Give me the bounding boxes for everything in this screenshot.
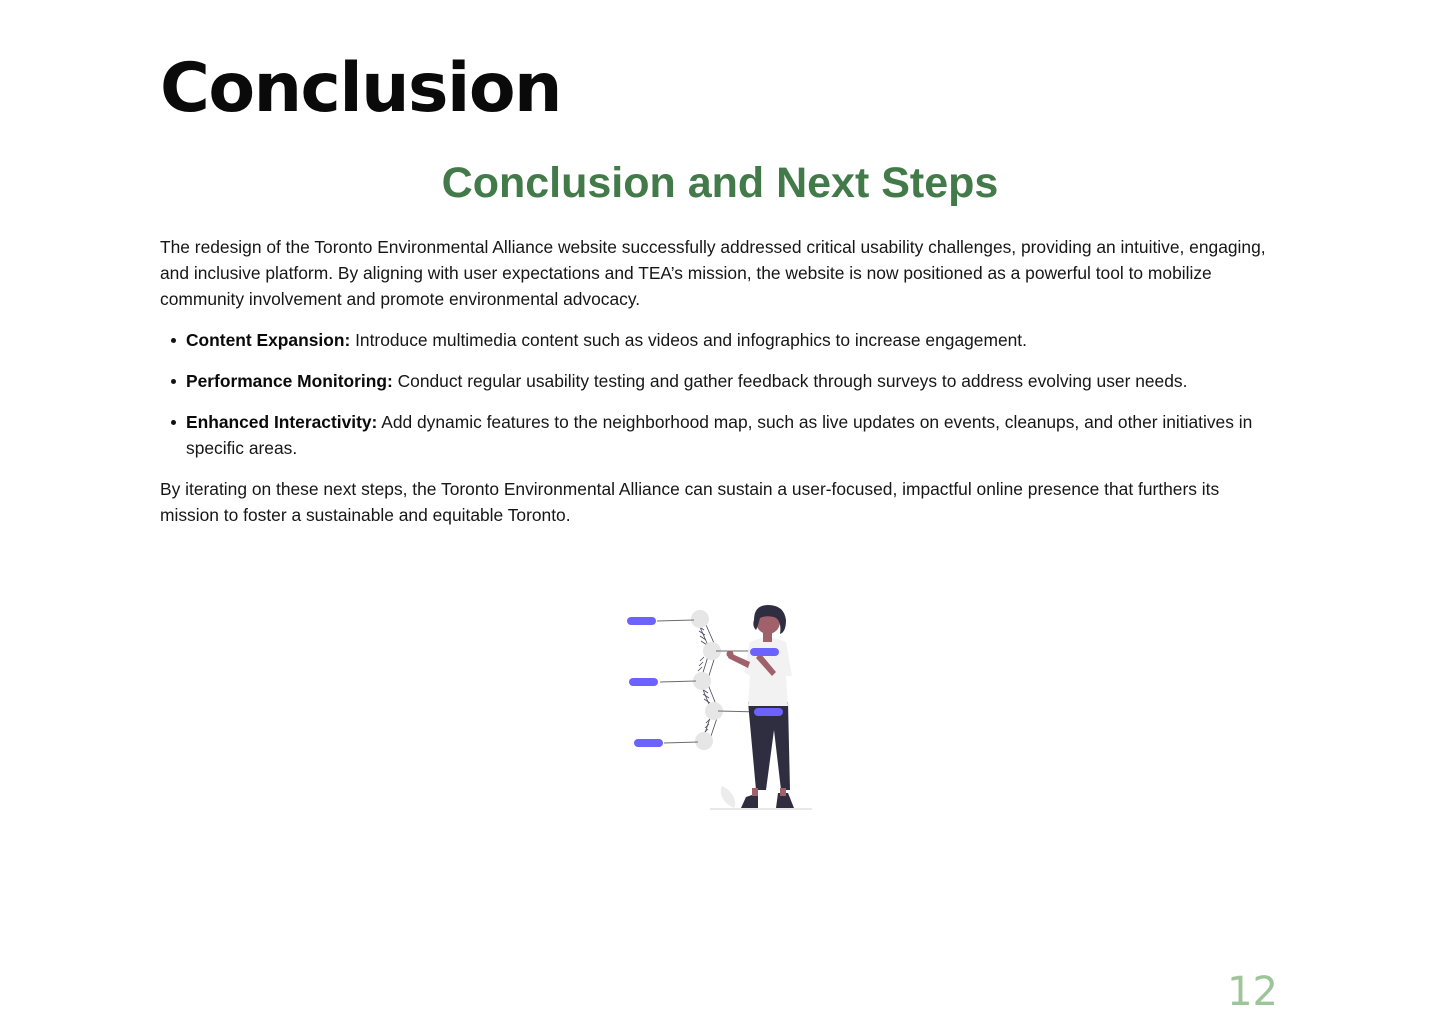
list-item-label: Performance Monitoring: bbox=[186, 371, 393, 391]
conclusion-content bbox=[160, 234, 1280, 528]
list-item-text: Introduce multimedia content such as videos and infographics to increase engagement. bbox=[350, 330, 1027, 350]
list-item-label: Enhanced Interactivity: bbox=[186, 412, 378, 432]
section-subtitle: Conclusion and Next Steps bbox=[441, 159, 999, 207]
label-pills bbox=[627, 617, 663, 747]
list-item-label: Content Expansion: bbox=[186, 330, 351, 350]
list-item bbox=[186, 368, 1280, 394]
closing-paragraph: By iterating on these next steps, the Toronto Environmental Alliance can sustain a user-focused, impactful online presence that furthers its mission to foster a sustainable and equitable Toronto. bbox=[160, 479, 1220, 525]
person-figure bbox=[727, 605, 795, 808]
page-title: Conclusion bbox=[160, 49, 561, 128]
label-pill bbox=[634, 739, 663, 747]
plant-icon bbox=[721, 786, 736, 808]
label-pill bbox=[629, 678, 658, 686]
list-item bbox=[186, 409, 1280, 461]
list-item-text: Conduct regular usability testing and gather feedback through surveys to address evolving user needs. bbox=[392, 371, 1188, 391]
page-number: 12 bbox=[1227, 969, 1278, 1015]
label-pill bbox=[754, 708, 783, 716]
label-pill bbox=[627, 617, 656, 625]
next-steps-list bbox=[160, 327, 1280, 461]
list-item bbox=[186, 327, 1280, 353]
chain-node bbox=[691, 610, 709, 628]
intro-paragraph: The redesign of the Toronto Environmental Alliance website successfully addressed critical usability challenges, providing an intuitive, engaging, and inclusive platform. By aligning with user expectations and TEA’s mission, the website is now positioned as a powerful tool to mobilize community involvement and promote environmental advocacy. bbox=[160, 237, 1266, 309]
person-with-checklist-illustration bbox=[600, 590, 840, 820]
label-pill bbox=[750, 648, 779, 656]
chain-nodes bbox=[691, 610, 723, 750]
list-item-text: Add dynamic features to the neighborhood map, such as live updates on events, cleanups, and other initiatives in specific areas. bbox=[186, 412, 1253, 458]
chain-node bbox=[695, 732, 713, 750]
